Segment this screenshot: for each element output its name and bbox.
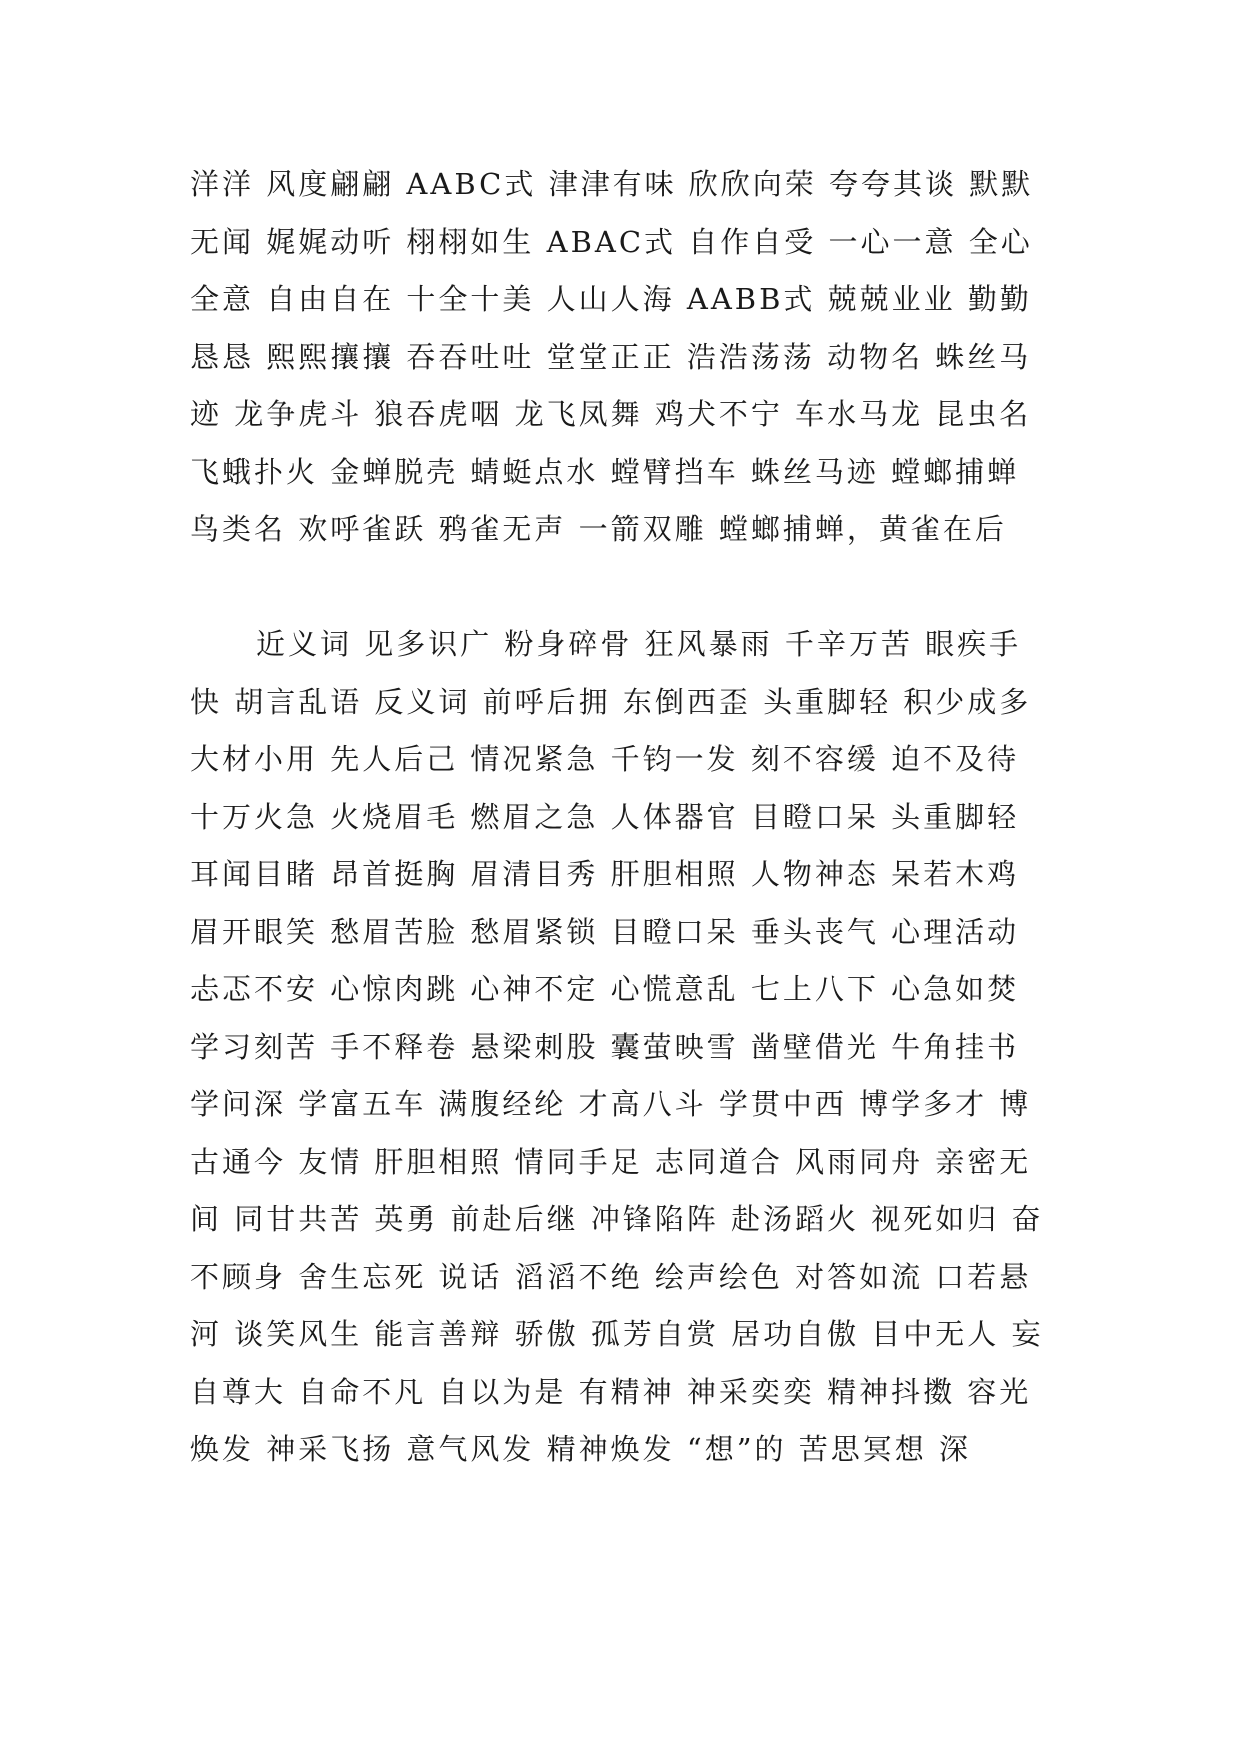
paragraph-idiom-patterns-and-animals: 洋洋 风度翩翩 AABC式 津津有味 欣欣向荣 夸夸其谈 默默无闻 娓娓动听 栩栩如生 ABAC式 自作自受 一心一意 全心全意 自由自在 十全十美 人山人海 AABB式 兢兢业业 勤勤恳恳 熙熙攘攘 吞吞吐吐 堂堂正正 浩浩荡荡 动物名 蛛丝马迹 龙争虎斗 狼吞虎咽 龙飞凤舞 鸡犬不宁 车水马龙 昆虫名 飞蛾扑火 金蝉脱壳 蜻蜓点水 螳臂挡车 蛛丝马迹 螳螂捕蝉 鸟类名 欢呼雀跃 鸦雀无声 一箭双雕 螳螂捕蝉，黄雀在后 <box>190 167 1034 546</box>
paragraph-idiom-categories: 近义词 见多识广 粉身碎骨 狂风暴雨 千辛万苦 眼疾手快 胡言乱语 反义词 前呼后拥 东倒西歪 头重脚轻 积少成多 大材小用 先人后己 情况紧急 千钧一发 刻不容缓 迫不及待 十万火急 火烧眉毛 燃眉之急 人体器官 目瞪口呆 头重脚轻 耳闻目睹 昂首挺胸 眉清目秀 肝胆相照 人物神态 呆若木鸡 眉开眼笑 愁眉苦脸 愁眉紧锁 目瞪口呆 垂头丧气 心理活动 忐忑不安 心惊肉跳 心神不定 心慌意乱 七上八下 心急如焚 学习刻苦 手不释卷 悬梁刺股 囊萤映雪 凿壁借光 牛角挂书 学问深 学富五车 满腹经纶 才高八斗 学贯中西 博学多才 博古通今 友情 肝胆相照 情同手足 志同道合 风雨同舟 亲密无间 同甘共苦 英勇 前赴后继 冲锋陷阵 赴汤蹈火 视死如归 奋不顾身 舍生忘死 说话 滔滔不绝 绘声绘色 对答如流 口若悬河 谈笑风生 能言善辩 骄傲 孤芳自赏 居功自傲 目中无人 妄自尊大 自命不凡 自以为是 有精神 神采奕奕 精神抖擞 容光焕发 神采飞扬 意气风发 精神焕发 “想”的 苦思冥想 深 <box>190 627 1044 1466</box>
